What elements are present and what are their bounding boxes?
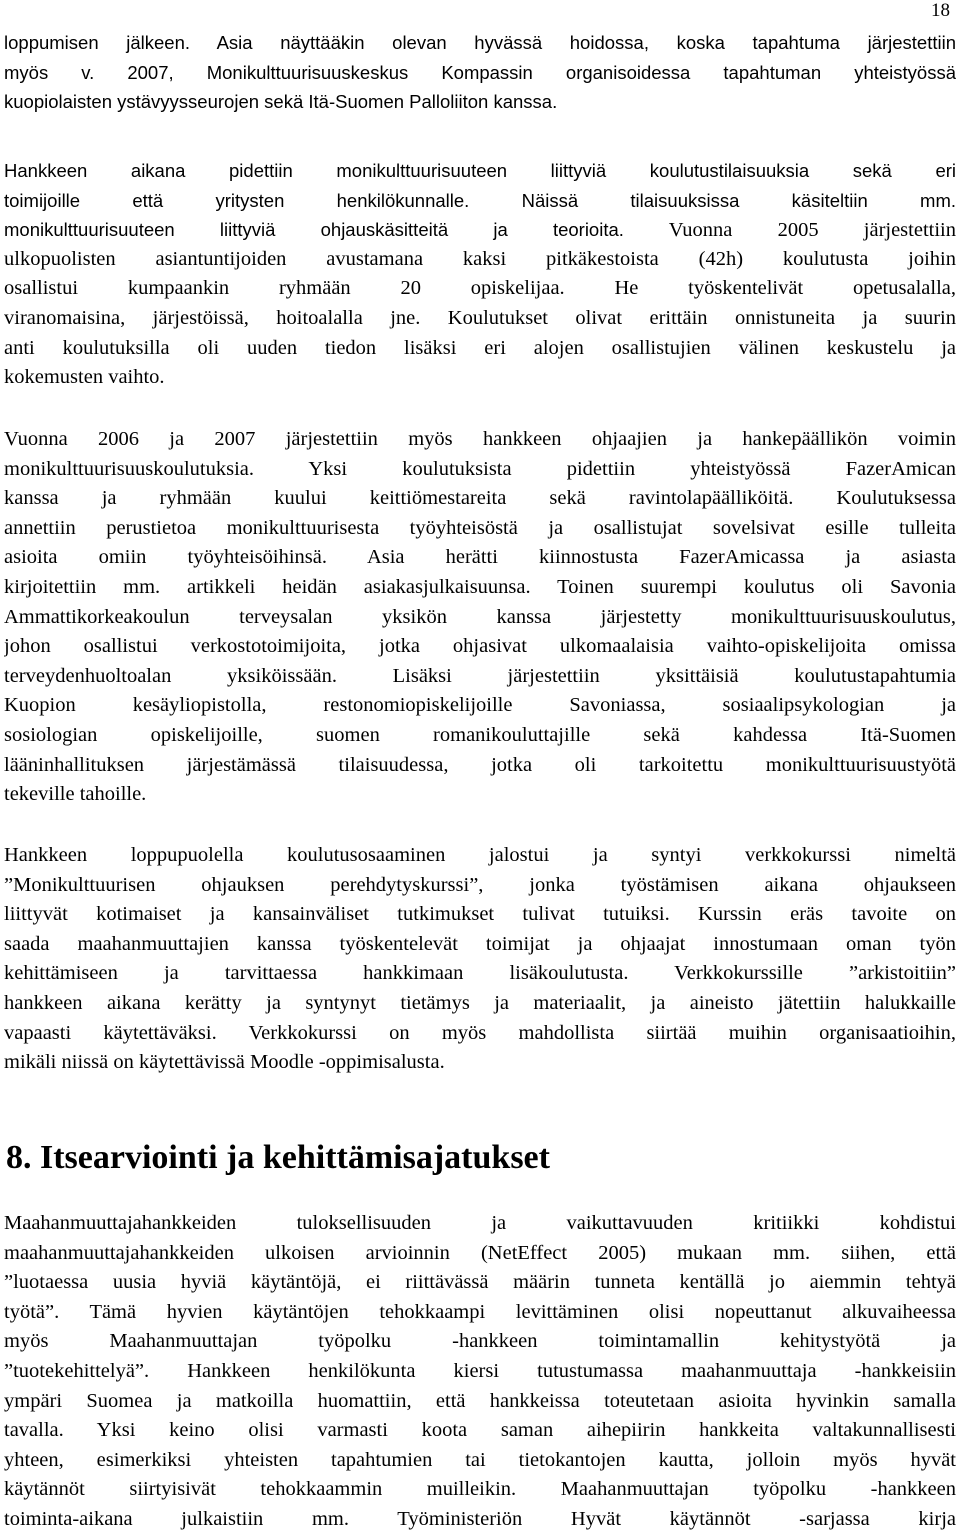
text-line: Vuonna 2006 ja 2007 järjestettiin myös hankkeen ohjaajien ja hankepäällikön voimin (4, 428, 956, 450)
text-segment: osallistui kumpaankin ryhmään 20 opiskelijaa. (4, 277, 565, 300)
text-line: kokemusten vaihto. (4, 366, 165, 389)
text-line: johon osallistui verkostotoimijoita, jotka ohjasivat ulkomaalaisia vaihto-opiskelijoita omissa (4, 635, 956, 658)
text-line: liittyvät kotimaiset ja kansainväliset tutkimukset tulivat tutuiksi. Kurssin eräs tavoite on (4, 903, 956, 926)
text-line: toimijoille että yritysten henkilökunnalle. Näissä tilaisuuksissa käsiteltiin mm. (4, 189, 956, 211)
text-line: Hankkeen aikana pidettiin monikulttuurisuuteen liittyviä koulutustilaisuuksia sekä eri (4, 160, 956, 181)
text-line: anti koulutuksilla oli uuden tiedon lisäksi eri alojen osallistujien välinen keskustelu ja (4, 336, 956, 359)
text-line: kanssa ja ryhmään kuului keittiömestareita sekä ravintolapäälliköitä. Koulutuksessa (4, 487, 956, 510)
text-line: Kuopion kesäyliopistolla, restonomiopiskelijoille Savoniassa, sosiaalipsykologian ja (4, 694, 956, 717)
text-line: ”tuotekehittelyä”. Hankkeen henkilökunta kiersi tutustumassa maahanmuuttaja -hankkeisiin (4, 1359, 956, 1382)
text-line: kuopiolaisten ystävyysseurojen sekä Itä-Suomen Palloliiton kanssa. (4, 91, 558, 113)
text-segment: monikulttuurisuuteen liittyviä ohjauskäsitteitä ja teorioita. (4, 219, 624, 241)
text-line (4, 215, 956, 245)
text-segment: Koulutukset olivat erittäin onnistuneita ja suurin (420, 306, 956, 329)
text-line: myös v. 2007, Monikulttuurisuuskeskus Kompassin organisoidessa tapahtuman yhteistyössä (4, 61, 956, 83)
text-line: myös Maahanmuuttajan työpolku -hankkeen toimintamallin kehitystyötä ja (4, 1330, 956, 1353)
paragraph-1 (4, 28, 956, 117)
text-line: ulkopuolisten asiantuntijoiden avustamana kaksi pitkäkestoista (42h) koulutusta joihin (4, 247, 956, 270)
section-heading: 8. Itsearviointi ja kehittämisajatukset (6, 1139, 550, 1176)
text-line: työtä”. Tämä hyvien käytäntöjen tehokkaampi levittäminen olisi nopeuttanut alkuvaiheessa (4, 1300, 956, 1323)
text-segment: viranomaisina, järjestöissä, hoitoalalla jne. (4, 306, 421, 329)
text-line: sosiologian opiskelijoille, suomen romanikouluttajille sekä kahdessa Itä-Suomen (4, 723, 956, 746)
text-line: ”Monikulttuurisen ohjauksen perehdytyskurssi”, jonka työstämisen aikana ohjaukseen (4, 873, 956, 896)
text-line: lääninhallituksen järjestämässä tilaisuudessa, jotka oli tarkoitettu monikulttuurisuustyötä (4, 753, 956, 776)
text-line: ”luotaessa uusia hyviä käytäntöjä, ei riittävässä määrin tunneta kentällä jo aiemmin tehtyä (4, 1271, 956, 1294)
text-line: kirjoitettiin mm. artikkeli heidän asiakasjulkaisuunsa. Toinen suurempi koulutus oli Savonia (4, 575, 956, 598)
text-line: maahanmuuttajahankkeiden ulkoisen arvioinnin (NetEffect 2005) mukaan mm. siihen, että (4, 1241, 956, 1264)
text-line: vapaasti käytettäväksi. Verkkokurssi on myös mahdollista siirtää muihin organisaatioihin, (4, 1021, 956, 1044)
paragraph-5 (4, 1209, 956, 1535)
text-segment: He työskentelivät opetusalalla, (564, 277, 956, 300)
text-line (4, 274, 956, 304)
text-line: käytännöt siirtyisivät tehokkaammin muilleikin. Maahanmuuttajan työpolku -hankkeen (4, 1478, 956, 1501)
text-line: Maahanmuuttajahankkeiden tuloksellisuuden ja vaikuttavuuden kritiikki kohdistui (4, 1212, 956, 1234)
text-segment: Vuonna 2005 järjestettiin (623, 219, 956, 242)
text-line: loppumisen jälkeen. Asia näyttääkin olevan hyvässä hoidossa, koska tapahtuma järjestettiin (4, 32, 956, 53)
paragraph-2 (4, 156, 956, 393)
paragraph-4 (4, 841, 956, 1078)
text-line: monikulttuurisuuskoulutuksia. Yksi koulutuksista pidettiin yhteistyössä FazerAmican (4, 457, 956, 480)
text-line: asioita omiin työyhteisöihinsä. Asia herätti kiinnostusta FazerAmicassa ja asiasta (4, 546, 956, 569)
text-line: toiminta-aikana julkaistiin mm. Työministeriön Hyvät käytännöt -sarjassa kirja (4, 1507, 956, 1530)
text-line: terveydenhuoltoalan yksiköissään. Lisäksi järjestettiin yksittäisiä koulutustapahtumia (4, 664, 956, 687)
text-line: yhteen, esimerkiksi yhteisten tapahtumien tai tietokantojen kautta, jolloin myös hyvät (4, 1448, 956, 1471)
text-line: tekeville tahoille. (4, 783, 147, 806)
text-line: saada maahanmuuttajien kanssa työskentelevät toimijat ja ohjaajat innostumaan oman työn (4, 932, 956, 955)
text-line: Hankkeen loppupuolella koulutusosaaminen jalostui ja syntyi verkkokurssi nimeltä (4, 844, 956, 866)
text-line: mikäli niissä on käytettävissä Moodle -oppimisalusta. (4, 1051, 445, 1074)
paragraph-3 (4, 425, 956, 810)
text-line: tavalla. Yksi keino olisi varmasti koota saman aihepiirin hankkeita valtakunnallisesti (4, 1419, 956, 1442)
text-line: ympäri Suomea ja matkoilla huomattiin, että hankkeissa toteutetaan asioita hyvinkin samalla (4, 1389, 956, 1412)
page-number: 18 (931, 0, 950, 21)
text-line: annettiin perustietoa monikulttuurisesta työyhteisöstä ja osallistujat sovelsivat esille tulleita (4, 516, 956, 539)
text-line: hankkeen aikana kerätty ja syntynyt tietämys ja materiaalit, ja aineisto jätettiin halukkaille (4, 991, 956, 1014)
text-line: Ammattikorkeakoulun terveysalan yksikön kanssa järjestetty monikulttuurisuuskoulutus, (4, 605, 956, 628)
text-line (4, 304, 956, 334)
text-line: kehittämiseen ja tarvittaessa hankkimaan lisäkoulutusta. Verkkokurssille ”arkistoitiin” (4, 962, 956, 985)
